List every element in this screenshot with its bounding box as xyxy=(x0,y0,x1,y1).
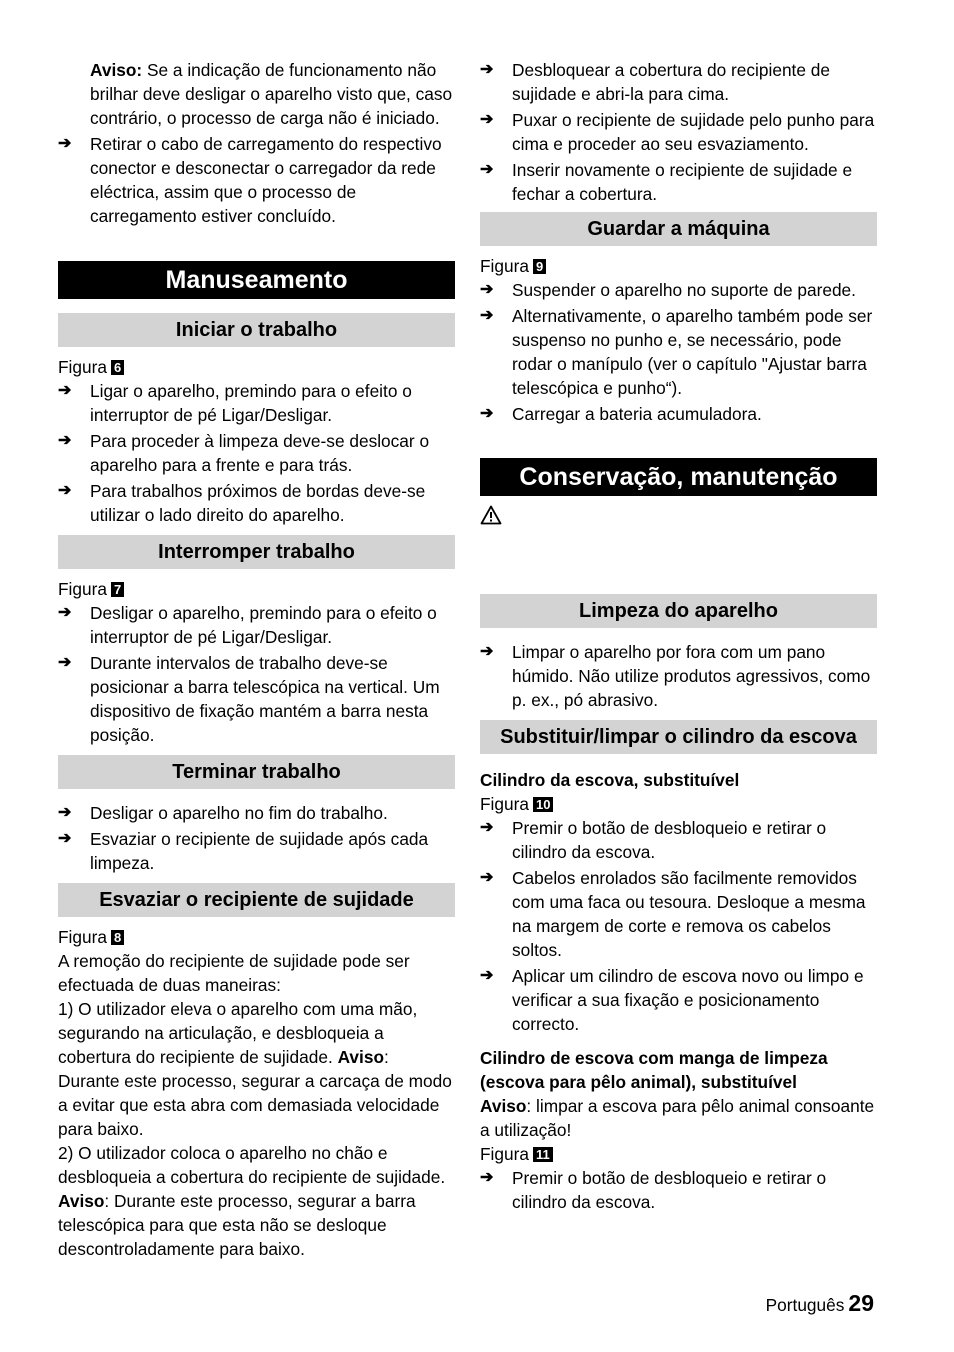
note-label: Aviso: xyxy=(90,60,143,80)
step-text: Suspender o aparelho no suporte de parede. xyxy=(512,280,856,300)
list-item xyxy=(58,601,455,649)
arrow-right-icon: ➔ xyxy=(480,643,494,660)
note-text: : Durante este processo, segurar a carcaça de modo a evitar que esta abra com demasiada velocidade para baixo. xyxy=(58,1047,452,1139)
list-item xyxy=(480,278,877,302)
list-item xyxy=(480,58,877,106)
step-text: Para trabalhos próximos de bordas deve-se utilizar o lado direito do aparelho. xyxy=(90,481,426,525)
arrow-right-icon: ➔ xyxy=(480,61,494,78)
subsection-title: Cilindro de escova com manga de limpeza (escova para pêlo animal), substituível xyxy=(480,1048,828,1092)
figure-number: 10 xyxy=(533,797,553,812)
note-label: Aviso xyxy=(480,1096,527,1116)
step-text: Desligar o aparelho no fim do trabalho. xyxy=(90,803,388,823)
figure-number: 11 xyxy=(533,1147,553,1162)
arrow-right-icon: ➔ xyxy=(480,111,494,128)
subheading-limpeza: Limpeza do aparelho xyxy=(480,594,877,628)
section-heading-manuseamento: Manuseamento xyxy=(58,261,455,299)
paragraph: A remoção do recipiente de sujidade pode ser efectuada de duas maneiras: xyxy=(58,951,410,995)
arrow-right-icon: ➔ xyxy=(480,1169,494,1186)
step-text: Durante intervalos de trabalho deve-se posicionar a barra telescópica na vertical. Um dispositivo de fixação mantém a barra nesta posição. xyxy=(90,653,440,745)
list-item xyxy=(480,816,877,864)
step-text: Desligar o aparelho, premindo para o efeito o interruptor de pé Ligar/Desligar. xyxy=(90,603,437,647)
list-item xyxy=(480,1166,877,1214)
figure-label: Figura xyxy=(480,1144,529,1164)
arrow-right-icon: ➔ xyxy=(58,604,72,621)
arrow-right-icon: ➔ xyxy=(58,432,72,449)
subheading-guardar: Guardar a máquina xyxy=(480,212,877,246)
subsection-title: Cilindro da escova, substituível xyxy=(480,770,740,790)
figure-ref xyxy=(58,577,455,601)
figure-ref xyxy=(480,254,877,278)
figure-number: 9 xyxy=(533,259,546,274)
section-heading-conservacao: Conservação, manutenção xyxy=(480,458,877,496)
page-number: 29 xyxy=(848,1290,874,1316)
arrow-right-icon: ➔ xyxy=(480,281,494,298)
warning-triangle-icon xyxy=(480,504,877,594)
right-column xyxy=(480,58,877,1216)
figure-ref xyxy=(480,1142,877,1166)
list-item xyxy=(480,640,877,712)
figure-number: 6 xyxy=(111,360,124,375)
step-text: Premir o botão de desbloqueio e retirar o cilindro da escova. xyxy=(512,1168,827,1212)
subheading-substituir: Substituir/limpar o cilindro da escova xyxy=(480,720,877,754)
footer-language: Português xyxy=(765,1295,845,1315)
step-text: Limpar o aparelho por fora com um pano húmido. Não utilize produtos agressivos, como p. ex., pó abrasivo. xyxy=(512,642,871,710)
step-text: Cabelos enrolados são facilmente removidos com uma faca ou tesoura. Desloque a mesma na margem de corte e remova os cabelos soltos. xyxy=(512,868,866,960)
left-column xyxy=(58,58,455,1261)
arrow-right-icon: ➔ xyxy=(480,161,494,178)
figure-label: Figura xyxy=(58,927,107,947)
arrow-right-icon: ➔ xyxy=(480,307,494,324)
list-item xyxy=(58,429,455,477)
figure-number: 7 xyxy=(111,582,124,597)
subheading-interromper: Interromper trabalho xyxy=(58,535,455,569)
figure-label: Figura xyxy=(480,256,529,276)
list-item xyxy=(480,158,877,206)
list-item xyxy=(58,827,455,875)
intro-note xyxy=(58,58,455,130)
list-item xyxy=(480,304,877,400)
warning-triangle-icon-svg xyxy=(480,505,502,525)
step-text: Retirar o cabo de carregamento do respectivo conector e desconectar o carregador da rede eléctrica, assim que o processo de carregamento estiver concluído. xyxy=(90,134,442,226)
step-text: Alternativamente, o aparelho também pode ser suspenso no punho e, se necessário, pode rodar o manípulo (ver o capítulo "Ajustar barra telescópica e punho“). xyxy=(512,306,873,398)
step-text: Aplicar um cilindro de escova novo ou limpo e verificar a sua fixação e posicionamento correcto. xyxy=(512,966,864,1034)
paragraph xyxy=(480,1094,877,1142)
page-footer xyxy=(766,1290,874,1317)
note-text: : Durante este processo, segurar a barra telescópica para que esta não se desloque descontroladamente para baixo. xyxy=(58,1191,416,1259)
figure-ref xyxy=(480,792,877,816)
subheading-esvaziar: Esvaziar o recipiente de sujidade xyxy=(58,883,455,917)
list-item xyxy=(480,402,877,426)
note-text: Se a indicação de funcionamento não brilhar deve desligar o aparelho visto que, caso contrário, o processo de carga não é iniciado. xyxy=(90,60,453,128)
step-text: Puxar o recipiente de sujidade pelo punho para cima e proceder ao seu esvaziamento. xyxy=(512,110,875,154)
list-item xyxy=(58,132,455,228)
arrow-right-icon: ➔ xyxy=(58,135,72,152)
note-text: : limpar a escova para pêlo animal consoante a utilização! xyxy=(480,1096,875,1140)
paragraph xyxy=(58,1141,455,1261)
list-item xyxy=(58,801,455,825)
figure-label: Figura xyxy=(58,357,107,377)
step-text: Ligar o aparelho, premindo para o efeito o interruptor de pé Ligar/Desligar. xyxy=(90,381,412,425)
step-text: Inserir novamente o recipiente de sujidade e fechar a cobertura. xyxy=(512,160,853,204)
paragraph-text: 1) O utilizador eleva o aparelho com uma mão, segurando na articulação, e desbloqueia a cobertura do recipiente de sujidade. xyxy=(58,999,418,1067)
list-item xyxy=(58,379,455,427)
arrow-right-icon: ➔ xyxy=(58,830,72,847)
arrow-right-icon: ➔ xyxy=(480,819,494,836)
subheading-iniciar: Iniciar o trabalho xyxy=(58,313,455,347)
arrow-right-icon: ➔ xyxy=(480,869,494,886)
figure-number: 8 xyxy=(111,930,124,945)
arrow-right-icon: ➔ xyxy=(480,967,494,984)
list-item xyxy=(480,866,877,962)
arrow-right-icon: ➔ xyxy=(480,405,494,422)
paragraph-text: 2) O utilizador coloca o aparelho no chão e desbloqueia a cobertura do recipiente de sujidade. xyxy=(58,1143,446,1187)
step-text: Carregar a bateria acumuladora. xyxy=(512,404,762,424)
step-text: Desbloquear a cobertura do recipiente de sujidade e abri-la para cima. xyxy=(512,60,830,104)
note-label: Aviso xyxy=(58,1191,105,1211)
figure-label: Figura xyxy=(58,579,107,599)
list-item xyxy=(58,651,455,747)
step-text: Premir o botão de desbloqueio e retirar o cilindro da escova. xyxy=(512,818,827,862)
subheading-terminar: Terminar trabalho xyxy=(58,755,455,789)
arrow-right-icon: ➔ xyxy=(58,654,72,671)
list-item xyxy=(480,964,877,1036)
note-label: Aviso xyxy=(337,1047,384,1067)
step-text: Esvaziar o recipiente de sujidade após cada limpeza. xyxy=(90,829,429,873)
list-item xyxy=(480,108,877,156)
arrow-right-icon: ➔ xyxy=(58,382,72,399)
figure-label: Figura xyxy=(480,794,529,814)
step-text: Para proceder à limpeza deve-se deslocar o aparelho para a frente e para trás. xyxy=(90,431,430,475)
arrow-right-icon: ➔ xyxy=(58,482,72,499)
figure-ref xyxy=(58,355,455,379)
list-item xyxy=(58,479,455,527)
paragraph xyxy=(58,997,455,1141)
arrow-right-icon: ➔ xyxy=(58,804,72,821)
figure-ref xyxy=(58,925,455,949)
